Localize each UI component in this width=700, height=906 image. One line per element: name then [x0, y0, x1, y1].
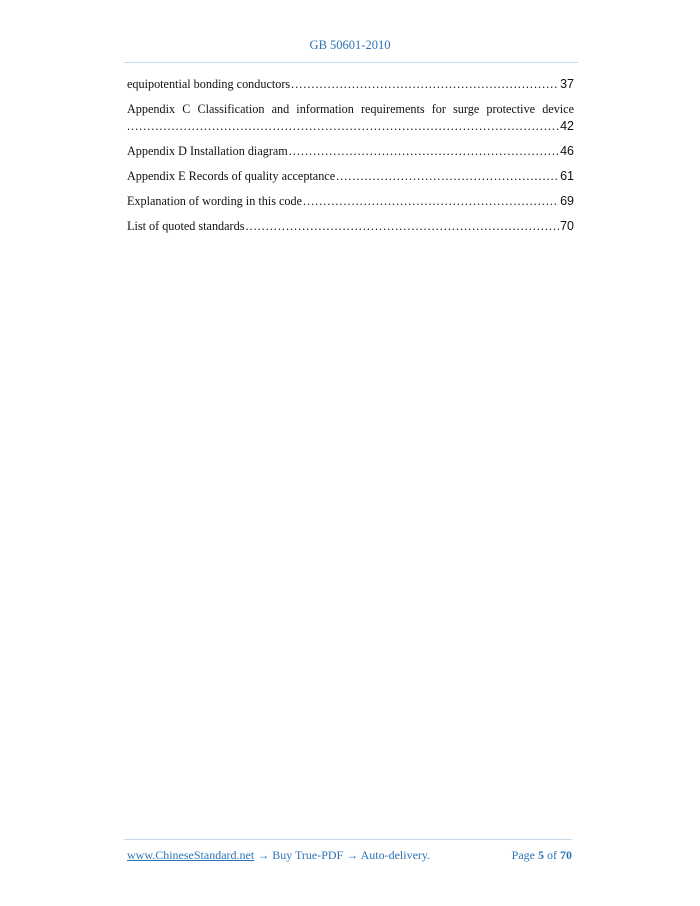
site-link[interactable]: www.ChineseStandard.net	[127, 848, 255, 862]
toc-entry[interactable]	[127, 168, 574, 184]
toc-entry[interactable]	[127, 101, 574, 134]
toc-page-number: 46	[560, 144, 574, 158]
footer-divider	[124, 839, 572, 840]
footer-promo	[127, 848, 430, 863]
toc-entry-title: Appendix C Classification and information requirements for surge protective device	[127, 102, 574, 116]
toc-entry[interactable]	[127, 76, 574, 92]
toc-dot-leader	[289, 143, 559, 159]
total-pages-number: 70	[560, 848, 572, 862]
buy-pdf-link[interactable]: Buy True-PDF	[272, 848, 344, 862]
current-page-number: 5	[538, 848, 544, 862]
toc-page-number: 37	[560, 77, 574, 91]
toc-entry-title: Appendix E Records of quality acceptance	[127, 169, 336, 183]
toc-page-number: 69	[560, 194, 574, 208]
arrow-icon: →	[257, 848, 270, 862]
page-of-label: of	[547, 848, 557, 862]
toc-page-number: 42	[560, 119, 574, 133]
toc-entry[interactable]	[127, 143, 574, 159]
page-header-title: GB 50601-2010	[309, 38, 391, 52]
toc-dot-leader	[303, 193, 559, 209]
toc-dot-leader	[245, 218, 559, 234]
toc-dot-leader	[127, 118, 559, 134]
toc-entry-title: Explanation of wording in this code	[127, 194, 302, 208]
toc-entry[interactable]	[127, 218, 574, 234]
table-of-contents	[127, 76, 574, 243]
toc-page-number: 70	[560, 219, 574, 233]
toc-entry-title: equipotential bonding conductors	[127, 77, 291, 91]
page-indicator	[512, 848, 572, 863]
page-label: Page	[511, 848, 535, 862]
toc-entry[interactable]	[127, 193, 574, 209]
toc-dot-leader	[336, 168, 559, 184]
toc-dot-leader	[291, 76, 559, 92]
header-divider	[124, 62, 578, 63]
toc-page-number: 61	[560, 169, 574, 183]
toc-entry-title: Appendix D Installation diagram	[127, 144, 288, 158]
auto-delivery-text: Auto-delivery.	[360, 848, 431, 862]
arrow-icon: →	[346, 848, 359, 862]
toc-entry-title: List of quoted standards	[127, 219, 245, 233]
